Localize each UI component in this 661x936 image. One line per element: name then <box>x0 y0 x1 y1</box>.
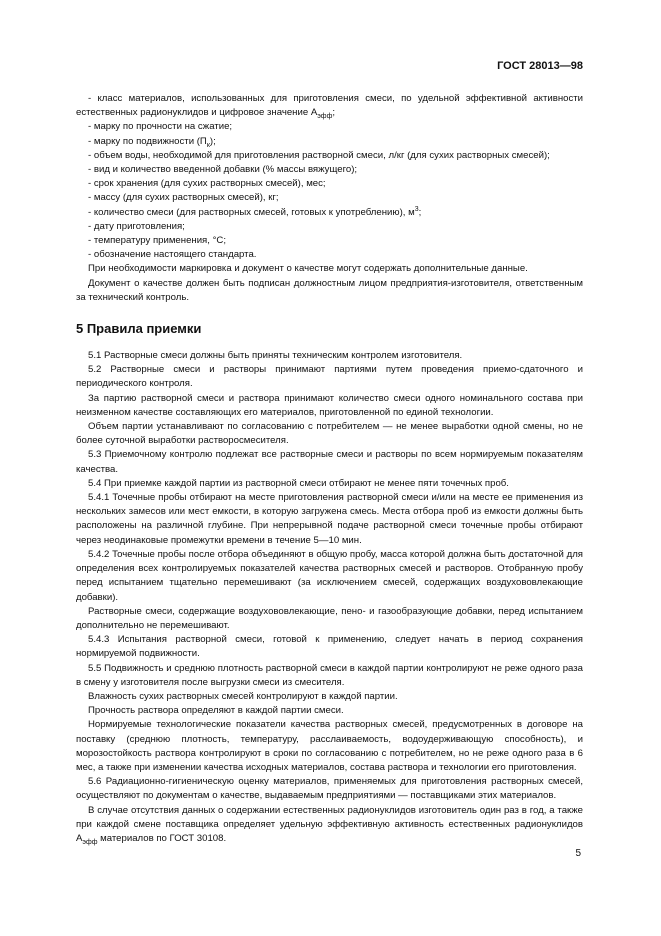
paragraph: 5.4 При приемке каждой партии из растворной смеси отбирают не менее пяти точечных проб. <box>88 477 509 489</box>
marking-list <box>76 92 583 262</box>
list-item: - марку по подвижности $(П_к)$; <box>88 135 216 149</box>
paragraph: Влажность сухих растворных смесей контролируют в каждой партии. <box>88 690 398 702</box>
list-item: - массу (для сухих растворных смесей), кг; <box>88 192 279 204</box>
paragraph: В случае отсутствия данных о содержании естественных радионуклидов изготовитель один раз в год, а также при каждой смене поставщика определяет удельную эффективную активность естественных радионуклидов $А_{эфф}$ материалов по ГОСТ 30108. <box>76 804 583 846</box>
paragraph: 5.4.2 Точечные пробы после отбора объединяют в общую пробу, масса которой должна быть достаточной для определения всех контролируемых показателей качества растворных смесей и растворов. Отобранную пробу перед испытанием тщательно перемешивают (за исключением смесей, содержащих воздухововлекающие добавки). <box>76 548 583 603</box>
list-item: - объем воды, необходимой для приготовления растворной смеси, л/кг (для сухих растворных смесей); <box>88 149 550 161</box>
page-content <box>76 92 583 846</box>
list-item: - количество смеси (для растворных смесей, готовых к употреблению), $м^3$; <box>88 205 422 218</box>
page-number: 5 <box>575 848 581 859</box>
paragraph: 5.5 Подвижность и среднюю плотность растворной смеси в каждой партии контролируют не реже одного раза в смену у изготовителя после выгрузки смеси из смесителя. <box>76 662 583 688</box>
list-item: - класс материалов, использованных для приготовления смеси, по удельной эффективной активности естественных радионуклидов и цифровое значение $А_{эфф}$; <box>76 93 583 121</box>
list-item: - дату приготовления; <box>88 220 185 232</box>
list-item: - температуру применения, °С; <box>88 235 227 247</box>
paragraph: Нормируемые технологические показатели качества растворных смесей, предусмотренных в договоре на поставку (среднюю плотность, температуру, расслаиваемость, водоудерживающую способность), и морозостойкость раствора контролируют в сроки по согласованию с потребителем, но не реже одного раза в 6 мес, а также при изменении качества исходных материалов, состава раствора и технологии его приготовления. <box>76 719 583 773</box>
list-item: - обозначение настоящего стандарта. <box>88 249 257 261</box>
paragraph: Объем партии устанавливают по согласованию с потребителем — не менее выработки одной смены, но не более суточной выработки растворосмесителя. <box>76 421 583 447</box>
paragraph: 5.4.1 Точечные пробы отбирают на месте приготовления растворной смеси и/или на месте ее применения из нескольких замесов или мест емкости, в которую загружена смесь. Места отбора проб из емкости должны быть расположены на различной глубине. При непрерывной подаче растворной смеси точечные пробы отбирают через неодинаковые промежутки времени в течение 5—10 мин. <box>76 492 583 546</box>
paragraph: Растворные смеси, содержащие воздухововлекающие, пено- и газообразующие добавки, перед испытанием дополнительно не перемешивают. <box>76 605 583 631</box>
paragraph: 5.3 Приемочному контролю подлежат все растворные смеси и растворы по всем нормируемым показателям качества. <box>76 449 583 475</box>
list-item: - вид и количество введенной добавки (% массы вяжущего); <box>88 164 358 176</box>
paragraph: За партию растворной смеси и раствора принимают количество смеси одного номинального состава при неизменном качестве составляющих его материалов, приготовленной по единой технологии. <box>76 392 583 418</box>
paragraph: 5.2 Растворные смеси и растворы принимают партиями путем проведения приемо-сдаточного и периодического контроля. <box>76 364 583 390</box>
paragraph: При необходимости маркировка и документ о качестве могут содержать дополнительные данные. <box>88 263 528 275</box>
paragraph: Прочность раствора определяют в каждой партии смеси. <box>88 705 344 717</box>
paragraph: 5.4.3 Испытания растворной смеси, готовой к применению, следует начать в период сохранения нормируемой подвижности. <box>76 634 583 660</box>
standard-code: ГОСТ 28013—98 <box>497 60 583 72</box>
list-item: - срок хранения (для сухих растворных смесей), мес; <box>88 178 326 190</box>
list-item: - марку по прочности на сжатие; <box>88 121 233 133</box>
section-heading: 5 Правила приемки <box>76 321 202 337</box>
paragraph: 5.1 Растворные смеси должны быть приняты техническим контролем изготовителя. <box>88 350 463 362</box>
paragraph: 5.6 Радиационно-гигиеническую оценку материалов, применяемых для приготовления растворных смесей, осуществляют по документам о качестве, выдаваемым предприятиями — поставщиками этих материалов. <box>76 776 583 802</box>
paragraph: Документ о качестве должен быть подписан должностным лицом предприятия-изготовителя, ответственным за технический контроль. <box>76 277 583 303</box>
